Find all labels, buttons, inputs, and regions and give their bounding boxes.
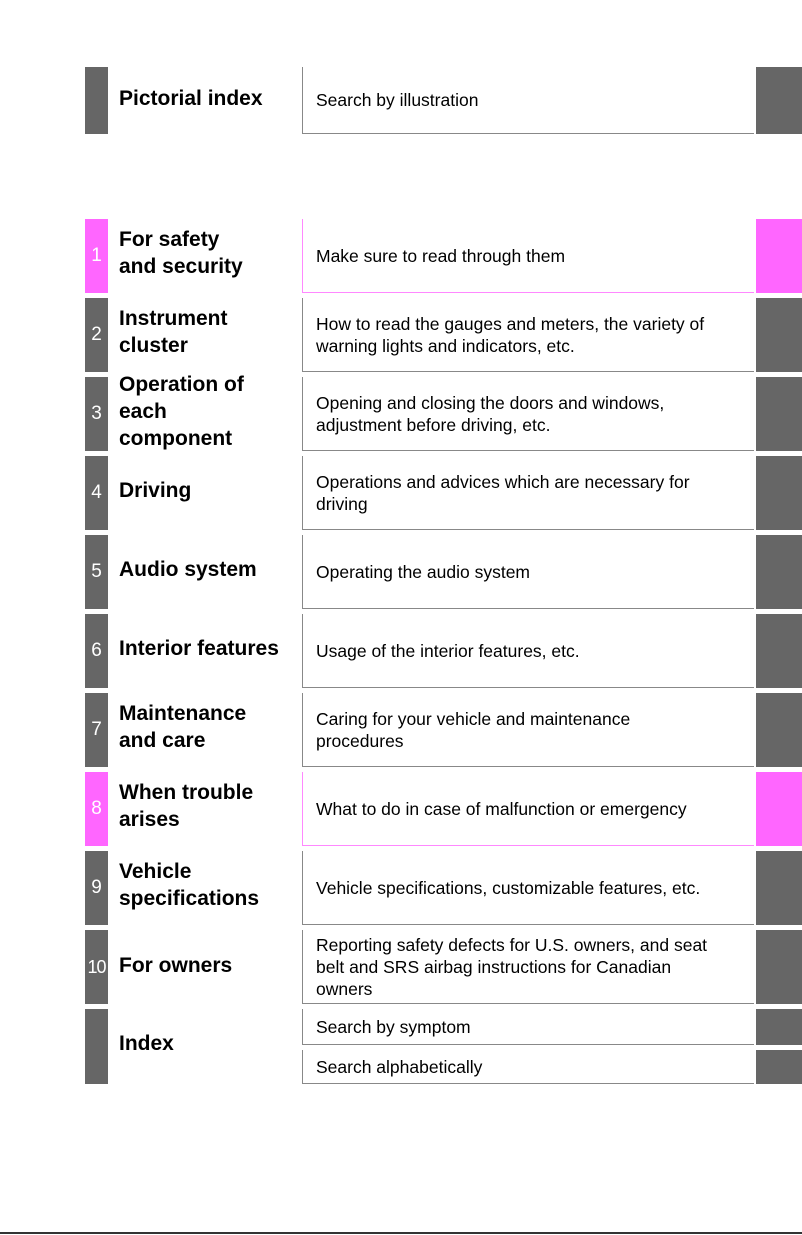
chapter-description[interactable]: Vehicle specifications, customizable features, etc. — [302, 851, 754, 925]
chapter-description[interactable]: What to do in case of malfunction or emergency — [302, 772, 754, 846]
chapter-number: 3 — [85, 377, 108, 451]
chapter-description[interactable]: Opening and closing the doors and windows, adjustment before driving, etc. — [302, 377, 754, 451]
chapter-number: 4 — [85, 456, 108, 530]
chapter-title[interactable]: Operation of each component — [119, 372, 244, 450]
chapter-description[interactable]: Reporting safety defects for U.S. owners, and seat belt and SRS airbag instructions for Canadian owners — [302, 930, 754, 1004]
chapter-description[interactable]: Usage of the interior features, etc. — [302, 614, 754, 688]
chapter-number: 1 — [85, 219, 108, 293]
index-search-alphabetically[interactable]: Search alphabetically — [302, 1050, 754, 1084]
chapter-number: 6 — [85, 614, 108, 688]
chapter-title[interactable]: Instrument cluster — [119, 307, 228, 357]
chapter-number: 9 — [85, 851, 108, 925]
pictorial-index-title[interactable]: Pictorial index — [119, 86, 263, 110]
chapter-tab-9[interactable] — [756, 851, 802, 925]
chapter-tab-8[interactable] — [756, 772, 802, 846]
chapter-tab-1[interactable] — [756, 219, 802, 293]
chapter-number: 7 — [85, 693, 108, 767]
chapter-number: 5 — [85, 535, 108, 609]
chapter-title[interactable]: Audio system — [119, 557, 257, 581]
index-tab-alphabetical[interactable] — [756, 1050, 802, 1084]
chapter-tab-10[interactable] — [756, 930, 802, 1004]
chapter-tab-4[interactable] — [756, 456, 802, 530]
chapter-description[interactable]: Caring for your vehicle and maintenance procedures — [302, 693, 754, 767]
chapter-tab-5[interactable] — [756, 535, 802, 609]
pictorial-index-description[interactable]: Search by illustration — [302, 67, 754, 134]
index-title[interactable]: Index — [119, 1031, 174, 1055]
pictorial-index-marker — [85, 67, 108, 134]
chapter-description[interactable]: Operating the audio system — [302, 535, 754, 609]
chapter-description[interactable]: Make sure to read through them — [302, 219, 754, 293]
chapter-title[interactable]: For owners — [119, 953, 233, 977]
chapter-tab-2[interactable] — [756, 298, 802, 372]
chapter-description[interactable]: How to read the gauges and meters, the variety of warning lights and indicators, etc. — [302, 298, 754, 372]
chapter-description[interactable]: Operations and advices which are necessary for driving — [302, 456, 754, 530]
chapter-title[interactable]: Vehicle specifications — [119, 860, 260, 910]
chapter-number: 8 — [85, 772, 108, 846]
chapter-title[interactable]: Maintenance and care — [119, 702, 247, 752]
chapter-tab-7[interactable] — [756, 693, 802, 767]
index-marker — [85, 1009, 108, 1084]
index-tab-symptom[interactable] — [756, 1009, 802, 1045]
chapter-title[interactable]: Interior features — [119, 636, 279, 660]
chapter-title[interactable]: For safety and security — [119, 228, 243, 278]
chapter-tab-3[interactable] — [756, 377, 802, 451]
chapter-number: 2 — [85, 298, 108, 372]
chapter-title[interactable]: When trouble arises — [119, 781, 254, 831]
pictorial-index-tab[interactable] — [756, 67, 802, 134]
chapter-number: 10 — [85, 930, 108, 1004]
page-bottom-rule — [0, 1232, 802, 1234]
chapter-tab-6[interactable] — [756, 614, 802, 688]
index-search-by-symptom[interactable]: Search by symptom — [302, 1009, 754, 1045]
chapter-title[interactable]: Driving — [119, 478, 192, 502]
